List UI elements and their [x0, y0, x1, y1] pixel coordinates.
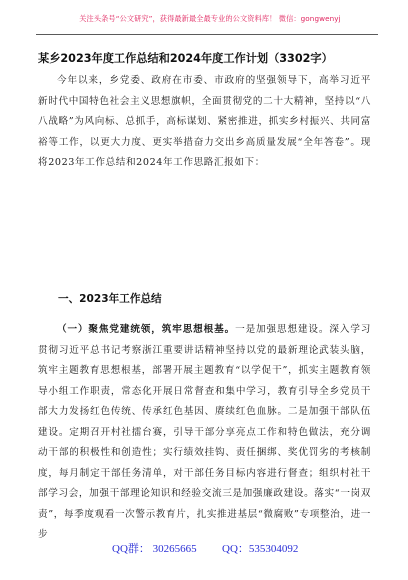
- section-heading: 一、2023年工作总结: [58, 293, 162, 305]
- subsection-body: 一是加强思想建设。深入学习贯彻习近平总书记考察浙江重要讲话精神坚持以党的最新理论武装头脑，筑牢主题教育思想根基，部署开展主题教育“以学促干”，抓实主题教育领导小组工作职责，常态化开展日常督查和集中学习，教育引导全乡党员干部大力发扬红色传统、传承红色基因、赓续红色血脉。二是加强干部队伍建设。定期召开村社擂台赛，引导干部分享亮点工作和特色做法，充分调动干部的积极性和创造性；实行绩效挂钩、责任捆绑、奖优罚劣的考核制度，每月制定干部任务清单，对干部任务目标内容进行督查；组织村社干部学习会，加强干部理论知识和经验交流三是加强廉政建设。落实“一岗双责”，每季度观看一次警示教育片，扎实推进基层“微腐败”专项整治，进一步: [38, 324, 371, 540]
- subsection-paragraph: [38, 320, 371, 546]
- document-title: 某乡2023年度工作总结和2024年度工作计划（3302字）: [38, 52, 333, 65]
- intro-paragraph: 今年以来，乡党委、政府在市委、市政府的坚强领导下，高举习近平新时代中国特色社会主义思想旗帜，全面贯彻党的二十大精神，坚持以“八八战略”为风向标、总抓手，高标谋划、紧密推进，抓实乡村振兴、共同富裕等工作，以更大力度、更实举措奋力交出乡高质量发展“全年答卷”。现将2023年工作总结和2024年工作思路汇报如下：: [38, 75, 371, 168]
- qq-group-number: QQ群： 30265665: [112, 543, 197, 555]
- subsection-lead: （一）聚焦党建统领，筑牢思想根基。: [57, 324, 236, 335]
- qq-number: QQ：535304092: [222, 543, 299, 555]
- header-divider: [36, 34, 378, 35]
- header-banner: 关注头条号“公文研究”，获得最新最全最专业的公文资料库！ 微信：gongwenyj: [79, 14, 341, 23]
